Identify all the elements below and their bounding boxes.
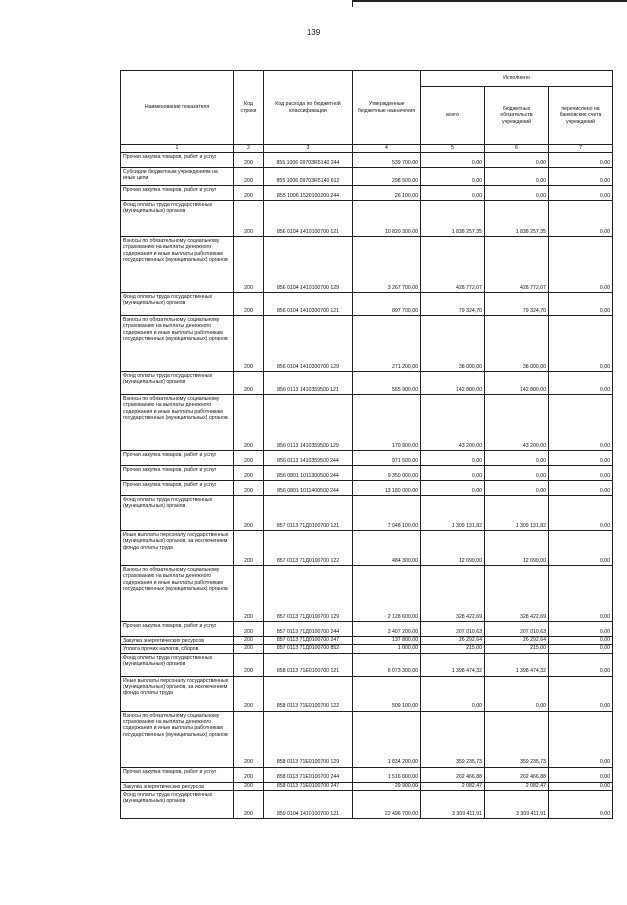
row-executed-total: 207 010,63 [421, 622, 485, 637]
row-name: Прочая закупка товаров, работ и услуг [121, 153, 234, 168]
row-approved: 3 267 700,00 [353, 237, 421, 293]
row-executed-obligations: 1 398 474,32 [485, 653, 549, 676]
column-number: 5 [421, 145, 485, 153]
row-expense-code: 856 0113 1410359500 129 [264, 395, 353, 451]
row-expense-code: 855 1006 09703R5140 244 [264, 153, 353, 168]
row-approved: 9 350 000,00 [353, 466, 421, 481]
column-number: 6 [485, 145, 549, 153]
row-executed-transfers: 0,00 [549, 293, 613, 316]
row-line-code: 200 [234, 293, 264, 316]
row-executed-transfers: 0,00 [549, 168, 613, 186]
row-approved: 971 500,00 [353, 451, 421, 466]
row-executed-obligations: 3 309 411,91 [485, 791, 549, 819]
row-approved: 298 500,00 [353, 168, 421, 186]
row-executed-obligations: 0,00 [485, 466, 549, 481]
table-row [121, 153, 613, 168]
row-executed-total: 428 772,07 [421, 237, 485, 293]
row-approved: 2 128 600,00 [353, 566, 421, 622]
top-rule [352, 0, 627, 2]
row-approved: 509 100,00 [353, 676, 421, 711]
row-executed-obligations: 26 292,64 [485, 637, 549, 645]
row-name: Иные выплаты персоналу государственных (муниципальных) органов, за исключением фонда оплаты труда [121, 676, 234, 711]
row-executed-total: 0,00 [421, 676, 485, 711]
row-executed-total: 1 838 257,35 [421, 201, 485, 237]
table-row [121, 186, 613, 201]
row-approved: 22 496 700,00 [353, 791, 421, 819]
row-executed-total: 38 000,00 [421, 316, 485, 372]
row-executed-transfers: 0,00 [549, 711, 613, 767]
row-executed-transfers: 0,00 [549, 782, 613, 790]
row-executed-obligations: 359 235,73 [485, 711, 549, 767]
row-line-code: 200 [234, 395, 264, 451]
row-approved: 1 000,00 [353, 645, 421, 653]
table-row [121, 566, 613, 622]
row-name: Фонд оплаты труда государственных (муниципальных) органов [121, 653, 234, 676]
row-line-code: 200 [234, 186, 264, 201]
header-approved: Утвержденные бюджетные назначения [353, 71, 421, 145]
row-executed-transfers: 0,00 [549, 372, 613, 395]
table-row [121, 676, 613, 711]
row-line-code: 200 [234, 372, 264, 395]
row-executed-obligations: 43 200,00 [485, 395, 549, 451]
row-executed-obligations: 142 800,00 [485, 372, 549, 395]
row-executed-obligations: 1 838 257,35 [485, 201, 549, 237]
row-executed-obligations: 328 422,69 [485, 566, 549, 622]
table-row [121, 293, 613, 316]
row-line-code: 200 [234, 566, 264, 622]
row-executed-transfers: 0,00 [549, 496, 613, 531]
table-body [121, 153, 613, 819]
row-executed-total: 215,00 [421, 645, 485, 653]
row-line-code: 200 [234, 466, 264, 481]
row-line-code: 200 [234, 481, 264, 496]
column-number: 7 [549, 145, 613, 153]
row-line-code: 200 [234, 201, 264, 237]
row-expense-code: 857 0113 71Д0100700 852 [264, 645, 353, 653]
row-executed-total: 202 466,88 [421, 767, 485, 782]
row-executed-total: 2 082,47 [421, 782, 485, 790]
row-expense-code: 855 1006 09703R5140 612 [264, 168, 353, 186]
row-line-code: 200 [234, 637, 264, 645]
row-line-code: 200 [234, 496, 264, 531]
row-expense-code: 856 0104 1410100700 129 [264, 237, 353, 293]
row-executed-obligations: 215,00 [485, 645, 549, 653]
row-line-code: 200 [234, 767, 264, 782]
table-row [121, 237, 613, 293]
row-expense-code: 856 0113 1410359500 244 [264, 451, 353, 466]
budget-table [120, 70, 613, 819]
row-executed-obligations: 0,00 [485, 186, 549, 201]
row-executed-transfers: 0,00 [549, 481, 613, 496]
row-executed-obligations: 0,00 [485, 451, 549, 466]
row-expense-code: 858 0113 71Е0100700 129 [264, 711, 353, 767]
row-name: Фонд оплаты труда государственных (муниципальных) органов [121, 293, 234, 316]
row-executed-obligations: 0,00 [485, 676, 549, 711]
row-line-code: 200 [234, 622, 264, 637]
row-executed-obligations: 12 099,00 [485, 531, 549, 566]
row-line-code: 200 [234, 168, 264, 186]
row-name: Взносы по обязательному социальному страхованию на выплаты денежного содержания и иные выплаты работникам государственных (муниципальных) органов [121, 395, 234, 451]
row-executed-total: 359 235,73 [421, 711, 485, 767]
row-line-code: 200 [234, 645, 264, 653]
row-line-code: 200 [234, 711, 264, 767]
table-row [121, 466, 613, 481]
row-executed-obligations: 1 309 131,82 [485, 496, 549, 531]
row-line-code: 200 [234, 237, 264, 293]
row-approved: 6 073 300,00 [353, 653, 421, 676]
row-executed-transfers: 0,00 [549, 237, 613, 293]
row-name: Прочая закупка товаров, работ и услуг [121, 451, 234, 466]
column-number: 3 [264, 145, 353, 153]
page-number: 139 [306, 28, 321, 37]
row-executed-transfers: 0,00 [549, 622, 613, 637]
table-row [121, 395, 613, 451]
row-name: Взносы по обязательному социальному страхованию на выплаты денежного содержания и иные выплаты работникам государственных (муниципальных) органов [121, 711, 234, 767]
table-row [121, 645, 613, 653]
table-row [121, 767, 613, 782]
row-expense-code: 858 0113 71Е0100700 247 [264, 782, 353, 790]
row-name: Фонд оплаты труда государственных (муниципальных) органов [121, 372, 234, 395]
row-approved: 484 300,00 [353, 531, 421, 566]
row-executed-total: 328 422,69 [421, 566, 485, 622]
row-executed-total: 1 398 474,32 [421, 653, 485, 676]
row-expense-code: 857 0113 71Д0100700 244 [264, 622, 353, 637]
table-row [121, 316, 613, 372]
row-expense-code: 858 0113 71Е0100700 244 [264, 767, 353, 782]
row-name: Субсидии бюджетным учреждениям на иные цели [121, 168, 234, 186]
row-line-code: 200 [234, 316, 264, 372]
top-tick [352, 0, 353, 7]
header-total: всего [421, 87, 485, 145]
row-executed-transfers: 0,00 [549, 316, 613, 372]
row-approved: 137 800,00 [353, 637, 421, 645]
row-line-code: 200 [234, 153, 264, 168]
row-name: Закупка энергетических ресурсов [121, 637, 234, 645]
row-name: Прочая закупка товаров, работ и услуг [121, 481, 234, 496]
row-executed-transfers: 0,00 [549, 767, 613, 782]
header-bank-transfers: перечислено на банковские счета учреждений [549, 87, 613, 145]
row-expense-code: 857 0113 71Д0100700 129 [264, 566, 353, 622]
row-executed-total: 3 309 411,91 [421, 791, 485, 819]
row-executed-obligations: 0,00 [485, 168, 549, 186]
row-executed-obligations: 38 000,00 [485, 316, 549, 372]
row-approved: 26 100,00 [353, 186, 421, 201]
header-indicator-name: Наименование показателя [121, 71, 234, 145]
row-expense-code: 857 0113 71Д0100700 247 [264, 637, 353, 645]
row-approved: 271 200,00 [353, 316, 421, 372]
row-executed-obligations: 0,00 [485, 481, 549, 496]
header-executed: Исполнено [421, 71, 613, 87]
header-line-code: Код строки [234, 71, 264, 145]
row-executed-transfers: 0,00 [549, 153, 613, 168]
row-approved: 170 900,00 [353, 395, 421, 451]
row-expense-code: 856 0104 1410300700 129 [264, 316, 353, 372]
row-executed-total: 79 324,70 [421, 293, 485, 316]
row-executed-transfers: 0,00 [549, 451, 613, 466]
row-line-code: 200 [234, 676, 264, 711]
row-executed-obligations: 79 324,70 [485, 293, 549, 316]
row-executed-obligations: 0,00 [485, 153, 549, 168]
row-name: Прочая закупка товаров, работ и услуг [121, 466, 234, 481]
row-expense-code: 856 0801 1011300500 244 [264, 466, 353, 481]
row-executed-total: 0,00 [421, 186, 485, 201]
row-expense-code: 858 0113 71Е0100700 121 [264, 653, 353, 676]
row-expense-code: 856 0104 1410300700 121 [264, 293, 353, 316]
table-row [121, 481, 613, 496]
column-number: 4 [353, 145, 421, 153]
row-name: Взносы по обязательному социальному страхованию на выплаты денежного содержания и иные выплаты работникам государственных (муниципальных) органов [121, 316, 234, 372]
table-row [121, 372, 613, 395]
row-executed-obligations: 202 466,88 [485, 767, 549, 782]
row-line-code: 200 [234, 451, 264, 466]
row-executed-total: 26 292,64 [421, 637, 485, 645]
row-expense-code: 857 0113 71Д0100700 121 [264, 496, 353, 531]
row-name: Прочая закупка товаров, работ и услуг [121, 767, 234, 782]
row-executed-obligations: 428 772,07 [485, 237, 549, 293]
table-row [121, 637, 613, 645]
row-executed-total: 0,00 [421, 466, 485, 481]
row-name: Фонд оплаты труда государственных (муниципальных) органов [121, 201, 234, 237]
row-approved: 897 700,00 [353, 293, 421, 316]
row-name: Уплата прочих налогов, сборов [121, 645, 234, 653]
row-executed-total: 142 800,00 [421, 372, 485, 395]
row-approved: 1 834 200,00 [353, 711, 421, 767]
row-expense-code: 855 1006 1520100200 244 [264, 186, 353, 201]
table-row [121, 496, 613, 531]
table-row [121, 451, 613, 466]
row-executed-transfers: 0,00 [549, 531, 613, 566]
row-approved: 565 900,00 [353, 372, 421, 395]
row-approved: 13 180 000,00 [353, 481, 421, 496]
header-expense-code: Код расхода по бюджетной классификации [264, 71, 353, 145]
table-row [121, 711, 613, 767]
header-budget-obligations: бюджетных обязательств учреждений [485, 87, 549, 145]
row-executed-obligations: 207 010,63 [485, 622, 549, 637]
row-name: Закупка энергетических ресурсов [121, 782, 234, 790]
row-line-code: 200 [234, 653, 264, 676]
row-executed-transfers: 0,00 [549, 201, 613, 237]
row-name: Прочая закупка товаров, работ и услуг [121, 622, 234, 637]
row-executed-transfers: 0,00 [549, 653, 613, 676]
row-executed-transfers: 0,00 [549, 637, 613, 645]
row-expense-code: 859 0104 1410100700 121 [264, 791, 353, 819]
row-approved: 10 820 300,00 [353, 201, 421, 237]
row-executed-transfers: 0,00 [549, 676, 613, 711]
row-executed-transfers: 0,00 [549, 395, 613, 451]
row-executed-total: 0,00 [421, 451, 485, 466]
row-approved: 539 700,00 [353, 153, 421, 168]
row-approved: 1 516 000,00 [353, 767, 421, 782]
row-approved: 29 900,00 [353, 782, 421, 790]
row-approved: 2 407 200,00 [353, 622, 421, 637]
row-executed-total: 12 099,00 [421, 531, 485, 566]
table-row [121, 201, 613, 237]
row-executed-transfers: 0,00 [549, 791, 613, 819]
row-executed-transfers: 0,00 [549, 466, 613, 481]
row-executed-transfers: 0,00 [549, 645, 613, 653]
row-name: Фонд оплаты труда государственных (муниципальных) органов [121, 496, 234, 531]
row-executed-transfers: 0,00 [549, 566, 613, 622]
row-expense-code: 856 0113 1410359500 121 [264, 372, 353, 395]
row-approved: 7 048 100,00 [353, 496, 421, 531]
row-executed-transfers: 0,00 [549, 186, 613, 201]
row-expense-code: 856 0104 1410100700 121 [264, 201, 353, 237]
row-name: Взносы по обязательному социальному страхованию на выплаты денежного содержания и иные выплаты работникам государственных (муниципальных) органов [121, 566, 234, 622]
column-number: 1 [121, 145, 234, 153]
row-name: Прочая закупка товаров, работ и услуг [121, 186, 234, 201]
table-row [121, 653, 613, 676]
row-name: Фонд оплаты труда государственных (муниципальных) органов [121, 791, 234, 819]
row-executed-total: 1 309 131,82 [421, 496, 485, 531]
table-row [121, 168, 613, 186]
table-row [121, 782, 613, 790]
row-line-code: 200 [234, 531, 264, 566]
table-row [121, 791, 613, 819]
row-executed-obligations: 2 082,47 [485, 782, 549, 790]
row-line-code: 200 [234, 782, 264, 790]
row-expense-code: 857 0113 71Д0100700 122 [264, 531, 353, 566]
table-row [121, 622, 613, 637]
row-line-code: 200 [234, 791, 264, 819]
row-executed-total: 0,00 [421, 153, 485, 168]
row-expense-code: 858 0113 71Е0100700 122 [264, 676, 353, 711]
row-executed-total: 0,00 [421, 168, 485, 186]
table-row [121, 531, 613, 566]
row-executed-total: 43 200,00 [421, 395, 485, 451]
row-executed-total: 0,00 [421, 481, 485, 496]
column-number: 2 [234, 145, 264, 153]
row-name: Иные выплаты персоналу государственных (муниципальных) органов, за исключением фонда оплаты труда [121, 531, 234, 566]
row-expense-code: 856 0801 1011400500 244 [264, 481, 353, 496]
row-name: Взносы по обязательному социальному страхованию на выплаты денежного содержания и иные выплаты работникам государственных (муниципальных) органов [121, 237, 234, 293]
